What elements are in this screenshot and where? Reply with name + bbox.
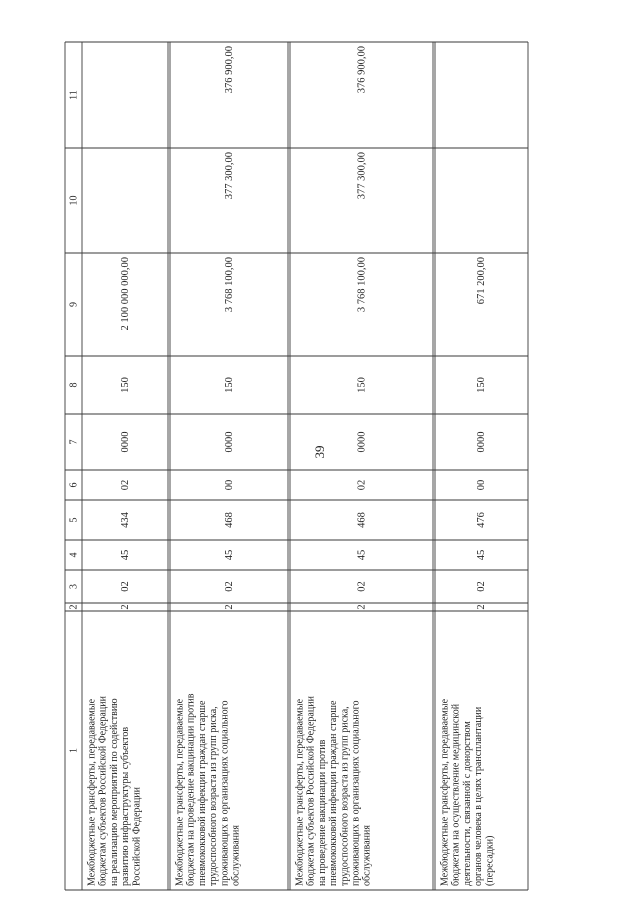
row-description-line: Российской Федерации <box>131 786 143 886</box>
table-cell: 2 <box>356 604 368 610</box>
row-description-line: пневмококковой инфекции граждан старше <box>328 700 340 886</box>
table-cell: 377 300,00 <box>356 152 368 200</box>
row-description-line: обслуживания <box>361 825 373 886</box>
table-cell: 2 <box>476 604 487 610</box>
table-cell: 434 <box>120 512 131 528</box>
row-description-line: Межбюджетные трансферты, передаваемые <box>439 698 451 886</box>
page-number: 39 <box>312 445 327 459</box>
table-row <box>295 46 373 886</box>
table-cell: 3 768 100,00 <box>356 257 368 313</box>
table-cell: 0000 <box>476 431 487 453</box>
row-description-line: Межбюджетные трансферты, передаваемые <box>294 698 306 886</box>
column-header: 8 <box>68 382 80 388</box>
table-cell: 468 <box>224 512 235 528</box>
table-cell: 02 <box>356 479 368 491</box>
row-description-line: (пересадки) <box>484 835 496 886</box>
row-description-line: обслуживания <box>230 825 242 886</box>
row-description-line: проживающих в организациях социального <box>219 700 231 886</box>
table-cell: 45 <box>224 549 235 561</box>
table-cell: 02 <box>120 581 131 592</box>
table-cell: 2 100 000 000,00 <box>120 257 131 331</box>
row-description-line: бюджетам на осуществление медицинской <box>450 703 462 886</box>
table-cell: 376 900,00 <box>224 46 235 94</box>
table-cell: 377 300,00 <box>224 152 235 200</box>
table-cell: 150 <box>224 377 235 393</box>
table-cell: 0000 <box>224 431 235 453</box>
table-cell: 00 <box>224 479 235 491</box>
column-header: 9 <box>68 302 80 307</box>
row-description-line: на проведение вакцинации против <box>316 739 328 886</box>
column-header: 5 <box>68 517 80 523</box>
column-header: 1 <box>68 748 80 753</box>
row-description-line: Межбюджетные трансферты, передаваемые <box>86 698 98 886</box>
table-cell: 02 <box>356 581 368 592</box>
table-cell: 150 <box>476 377 487 393</box>
table-cell: 0000 <box>120 431 131 453</box>
row-description-line: проживающих в организациях социального <box>350 700 362 886</box>
table-cell: 00 <box>476 479 487 491</box>
table-cell: 45 <box>356 549 368 561</box>
row-description-line: развитию инфраструктуры субъектов <box>120 726 132 886</box>
column-header: 3 <box>68 584 80 589</box>
row-description-line: пневмококковой инфекции граждан старше <box>196 700 208 886</box>
row-description-line: трудоспособного возраста из групп риска, <box>339 706 351 886</box>
row-description-line: трудоспособного возраста из групп риска, <box>208 706 220 886</box>
column-header: 7 <box>68 439 80 445</box>
table-cell: 45 <box>120 549 131 561</box>
row-description-line: Межбюджетные трансферты, передаваемые <box>174 698 186 886</box>
column-header: 4 <box>68 552 80 558</box>
table-cell: 476 <box>476 512 487 528</box>
table-cell: 150 <box>356 377 368 393</box>
table-row <box>87 257 143 886</box>
column-header: 10 <box>68 195 80 206</box>
column-header: 6 <box>68 482 80 488</box>
table-cell: 2 <box>224 604 235 610</box>
table-cell: 150 <box>120 377 131 393</box>
column-header: 11 <box>68 90 80 100</box>
row-description-line: бюджетам субъектов Российской Федерации <box>97 696 109 886</box>
table-row <box>175 46 242 886</box>
table-cell: 02 <box>224 581 235 592</box>
row-description-line: деятельности, связанной с донорством <box>461 721 473 886</box>
table-cell: 376 900,00 <box>356 46 368 94</box>
row-description-line: бюджетам субъектов Российской Федерации <box>305 696 317 886</box>
table-cell: 2 <box>120 604 131 610</box>
column-header: 2 <box>68 604 80 610</box>
table-cell: 02 <box>476 581 487 592</box>
table-cell: 0000 <box>356 431 368 453</box>
table-cell: 45 <box>476 549 487 561</box>
table-cell: 468 <box>356 512 368 528</box>
table-cell: 3 768 100,00 <box>224 257 235 313</box>
row-description-line: на реализацию мероприятий по содействию <box>108 698 120 886</box>
table-cell: 02 <box>120 479 131 491</box>
row-description-line: органов человека в целях трансплантации <box>473 706 485 886</box>
table-cell: 671 200,00 <box>476 257 487 305</box>
row-description-line: бюджетам на проведение вакцинации против <box>185 693 197 886</box>
table-row <box>440 257 496 886</box>
